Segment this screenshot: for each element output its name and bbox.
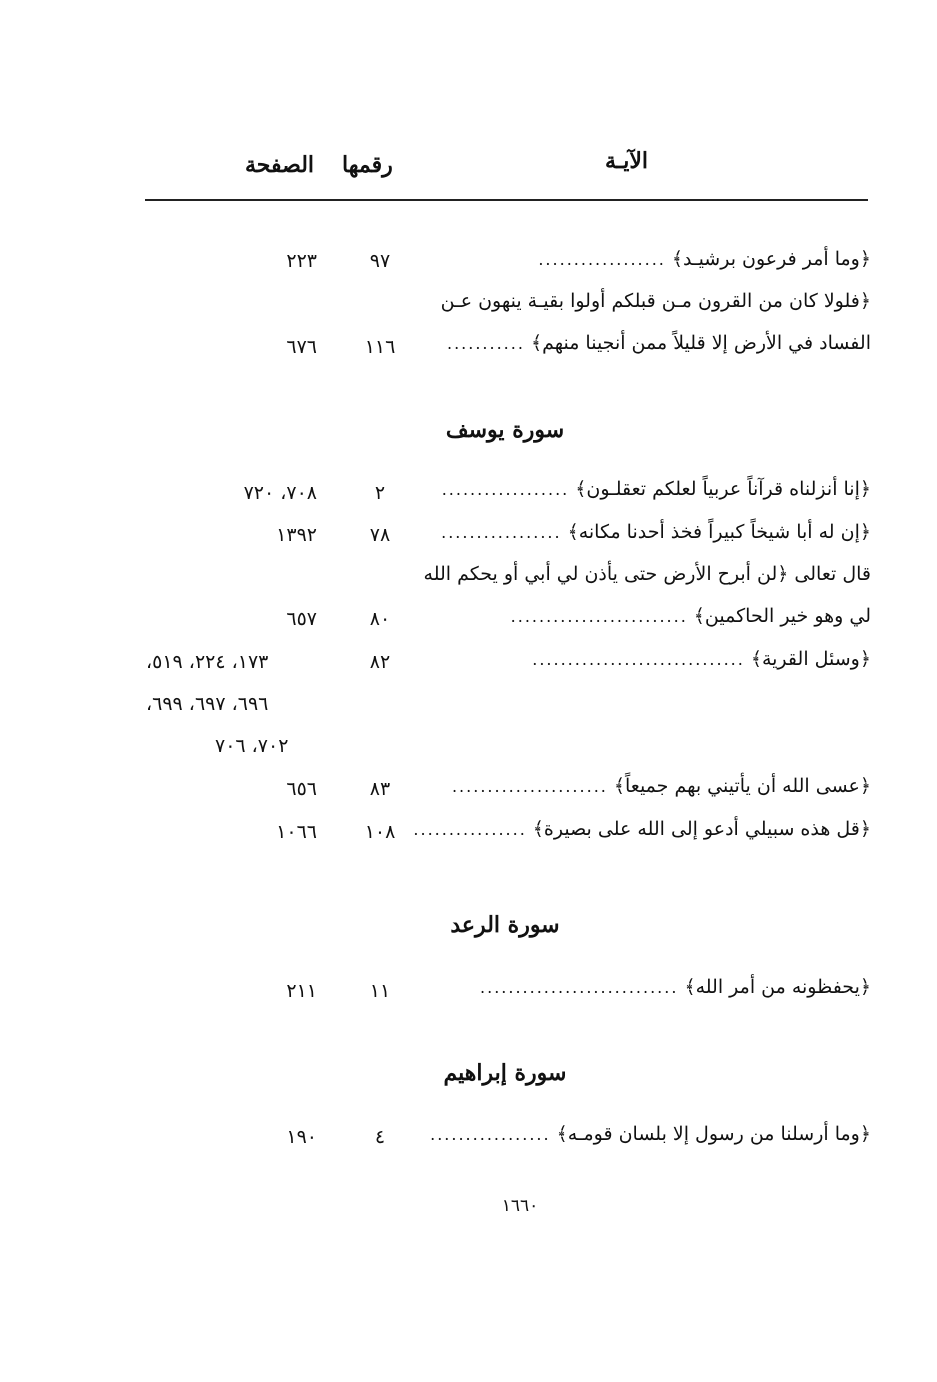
verse-entry — [532, 648, 871, 670]
verse-number: ٤ — [374, 1126, 386, 1148]
verse-entry — [447, 332, 871, 354]
page-reference: ٦٩٦، ٦٩٧، ٦٩٩، — [146, 693, 269, 715]
leader-dots: ................. — [441, 523, 562, 542]
page-reference: ٦٥٦ — [286, 778, 317, 800]
leader-dots: .................. — [538, 250, 666, 269]
verse-text: ﴿يحفظونه من أمر الله﴾ — [684, 976, 871, 998]
verse-text: ﴿إن له أبا شيخاً كبيراً فخذ أحدنا مكانه﴾ — [567, 521, 871, 543]
leader-dots: ............................ — [480, 978, 679, 997]
page-reference: ٦٧٦ — [286, 336, 317, 358]
verse-entry — [430, 1123, 871, 1145]
leader-dots: ........... — [446, 334, 525, 353]
page-number: ١٦٦٠ — [501, 1196, 539, 1216]
verse-entry — [413, 818, 871, 840]
verse-column-header: الآيـة — [605, 148, 649, 174]
leader-dots: ...................... — [451, 777, 608, 796]
page-reference: ١٧٣، ٢٢٤، ٥١٩، — [146, 651, 269, 673]
leader-dots: ................ — [413, 820, 527, 839]
page-reference: ٢٢٣ — [286, 250, 317, 272]
surah-heading: سورة إبراهيم — [443, 1060, 567, 1086]
leader-dots: ................. — [430, 1125, 551, 1144]
page-reference: ٢١١ — [286, 980, 317, 1002]
page-column-header: الصفحة — [245, 152, 315, 178]
verse-number: ١١٦ — [364, 336, 396, 358]
verse-text: ﴿وما أرسلنا من رسول إلا بلسان قومـه﴾ — [556, 1123, 871, 1145]
surah-heading: سورة الرعد — [450, 912, 560, 938]
verse-text: ﴿وما أمر فرعون برشيـد﴾ — [671, 248, 871, 270]
page-reference: ١٩٠ — [286, 1126, 317, 1148]
leader-dots: .................. — [441, 480, 570, 499]
number-column-header: رقمها — [342, 152, 393, 178]
verse-text: قال تعالى ﴿لن أبرح الأرض حتى يأذن لي أبي أو يحكم الله — [423, 563, 871, 585]
verse-text: ﴿فلولا كان من القرون مـن قبلكم أولوا بقيـة ينهون عـن — [440, 290, 871, 312]
leader-dots: ......................... — [510, 607, 688, 626]
verse-text: ﴿عسى الله أن يأتيني بهم جميعاً﴾ — [613, 775, 871, 797]
verse-entry — [424, 563, 871, 585]
verse-number: ٨٠ — [369, 608, 391, 630]
leader-dots: .............................. — [532, 650, 745, 669]
verse-entry — [480, 976, 871, 998]
verse-text: ﴿إنا أنزلناه قرآناً عربياً لعلكم تعقلـون﴾ — [575, 478, 871, 500]
page-reference: ٦٥٧ — [286, 608, 317, 630]
verse-text: ﴿قل هذه سبيلي أدعو إلى الله على بصيرة﴾ — [532, 818, 871, 840]
verse-entry — [442, 478, 871, 500]
page-reference: ١٠٦٦ — [276, 821, 317, 843]
verse-entry — [452, 775, 871, 797]
page-reference: ٧٠٨، ٧٢٠ — [243, 482, 317, 504]
verse-entry — [511, 605, 871, 627]
verse-entry — [441, 290, 871, 312]
verse-entry — [441, 521, 871, 543]
verse-number: ٧٨ — [369, 524, 391, 546]
verse-text: الفساد في الأرض إلا قليلاً ممن أنجينا منهم﴾ — [530, 332, 871, 354]
verse-text: لي وهو خير الحاكمين﴾ — [693, 605, 871, 627]
verse-number: ٩٧ — [369, 250, 391, 272]
verse-text: ﴿وسئل القرية﴾ — [750, 648, 871, 670]
verse-number: ٢ — [374, 482, 386, 504]
header-divider — [145, 199, 868, 201]
verse-number: ١١ — [369, 980, 391, 1002]
verse-entry — [538, 248, 871, 270]
verse-number: ١٠٨ — [364, 821, 396, 843]
page-reference: ١٣٩٢ — [276, 524, 317, 546]
verse-number: ٨٣ — [369, 778, 391, 800]
verse-number: ٨٢ — [369, 651, 391, 673]
page-reference: ٧٠٢، ٧٠٦ — [215, 735, 289, 757]
surah-heading: سورة يوسف — [445, 417, 565, 443]
